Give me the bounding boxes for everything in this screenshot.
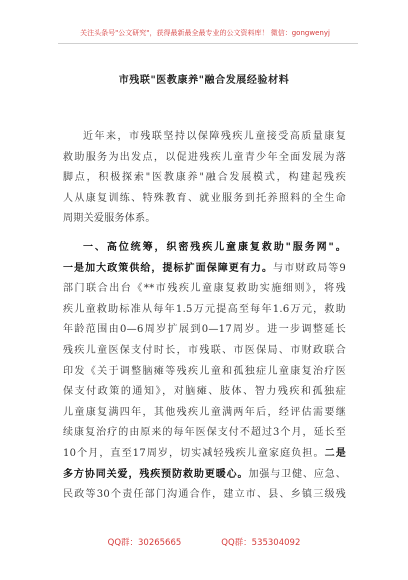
body-line: 续康复治疗的由原来的每年医保支付不超过3个月，延长至	[63, 427, 346, 439]
intro-line: 救助服务为出发点，以促进残疾儿童青少年全面发展为落	[63, 151, 346, 163]
footer-qq-group-1: QQ群：30265665	[107, 538, 182, 548]
body-line: 部门联合出台《**市残疾儿童康复救助实施细则》，将残	[63, 283, 346, 295]
footer-qq-group-2: QQ群：535304092	[221, 538, 301, 548]
subsection-2-bold-b: 多方协同关爱，残疾预防救助更暖心。	[63, 468, 249, 480]
subsection-2-tail: 加强与卫健、应急、	[248, 468, 346, 480]
section-heading: 一、高位统筹，织密残疾儿童康复救助"服务网"。	[83, 242, 346, 253]
footer	[0, 536, 408, 548]
intro-paragraph	[63, 127, 346, 230]
subsection-1-bold: 一是加大政策供给，提标扩面保障更有力。	[63, 262, 274, 274]
subsection-2-bold-a: 二是	[324, 447, 346, 459]
body-line: 年龄范围由0—6周岁扩展到0—17周岁。进一步调整延长	[63, 324, 346, 336]
intro-line: 近年来，市残联坚持以保障残疾儿童接受高质量康复	[83, 131, 346, 142]
intro-line: 脚点，积极探索"医教康养"融合发展模式，构建起残疾	[63, 172, 346, 184]
document-title: 市残联"医教康养"融合发展经验材料	[118, 75, 290, 86]
body-line: 残疾儿童医保支付时长，市残联、市医保局、市财政联合	[63, 344, 346, 356]
intro-line: 人从康复训练、特殊教育、就业服务到托养照料的全生命	[63, 192, 346, 204]
body-line: 保支付政策的通知》，对脑瘫、肢体、智力残疾和孤独症	[63, 386, 346, 398]
body-line: 民政等30个责任部门沟通合作，建立市、县、乡镇三级残	[63, 489, 346, 501]
body-line	[63, 444, 346, 465]
subsection-1-lead	[63, 259, 346, 280]
section-1	[63, 238, 346, 506]
body-line: 儿童康复满四年，其他残疾儿童满两年后，经评估需要继	[63, 406, 346, 418]
subsection-1-tail: 与市财政局等9	[273, 262, 346, 274]
intro-line: 周期关爱服务体系。	[63, 213, 156, 225]
top-banner: 关注头条号"公文研究"，获得最新最全最专业的公文资料库！ 微信：gongwenyj	[80, 29, 330, 37]
body-line: 疾儿童救助标准从每年1.5万元提高至每年1.6万元，救助	[63, 303, 346, 315]
subsection-2-lead	[63, 465, 346, 486]
body-line: 印发《关于调整脑瘫等残疾儿童和孤独症儿童康复治疗医	[63, 365, 346, 377]
banner-divider	[58, 43, 358, 44]
body-line-text: 10个月，直至17周岁，切实减轻残疾儿童家庭负担。	[63, 447, 325, 459]
